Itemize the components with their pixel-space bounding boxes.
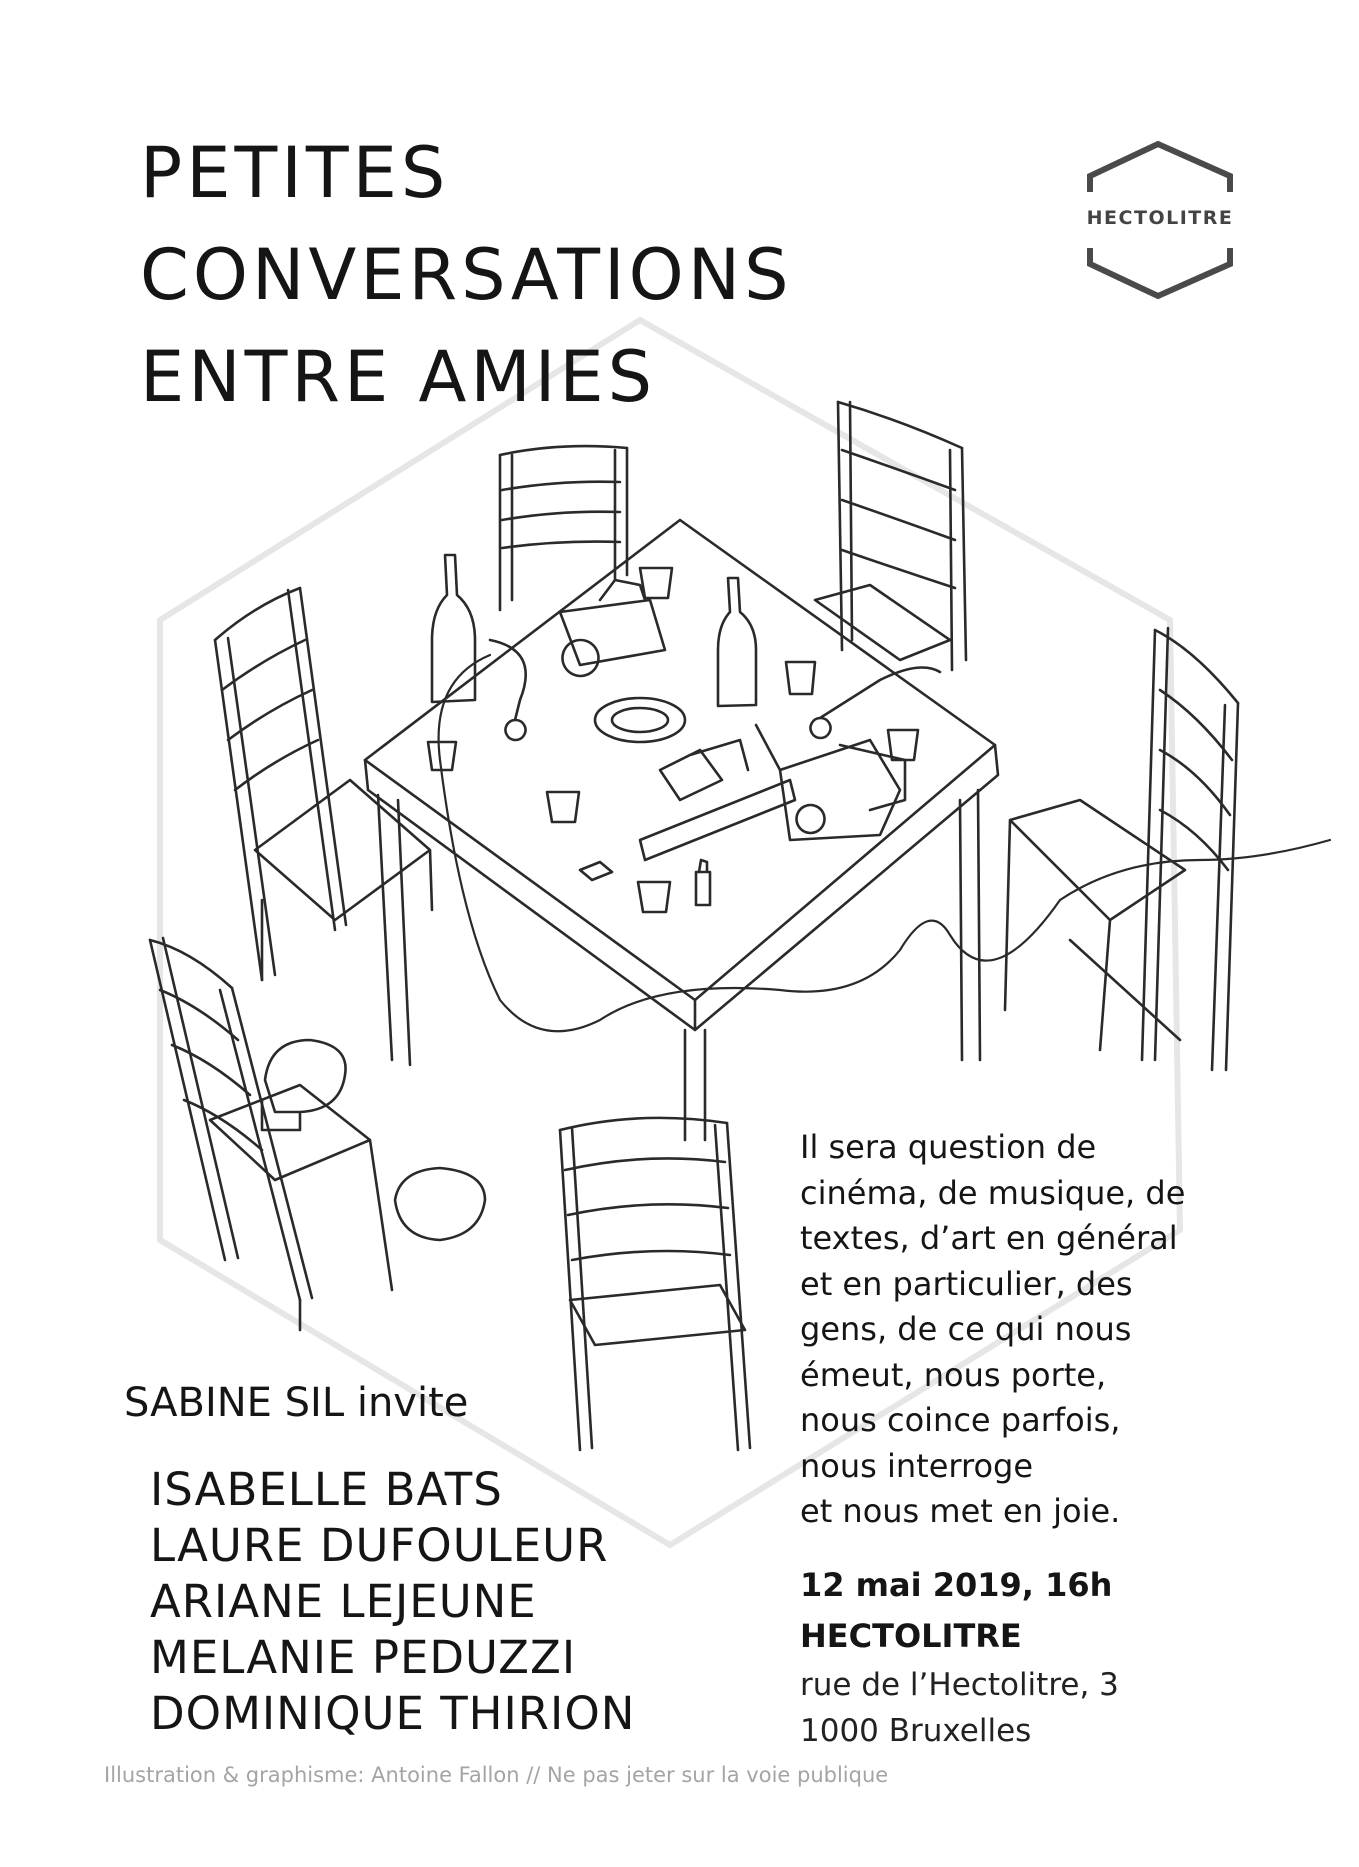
chair-right [1005,628,1238,1070]
description-line: gens, de ce qui nous [800,1310,1132,1348]
guest-list [150,1462,635,1742]
logo-text: HECTOLITRE [1086,207,1234,229]
guest-name: ARIANE LEJEUNE [150,1575,537,1628]
cables [439,655,1330,1031]
event-info [800,1560,1112,1662]
description-line: nous coince parfois, [800,1401,1121,1439]
chair-back [500,446,627,610]
bottles [432,555,756,706]
event-date: 12 mai 2019, 16h [800,1566,1113,1604]
address-street: rue de l’Hectolitre, 3 [800,1667,1119,1703]
description-line: textes, d’art en général [800,1219,1178,1257]
papers [660,740,748,800]
event-venue: HECTOLITRE [800,1617,1022,1655]
chair-back-right [815,402,966,670]
lipstick [696,860,710,905]
title-line-2: CONVERSATIONS [140,234,793,316]
description-line: cinéma, de musique, de [800,1173,1186,1212]
guest-name: DOMINIQUE THIRION [150,1687,636,1740]
microphones [490,640,940,740]
ashtray [595,698,685,742]
description-line: nous interroge [800,1446,1034,1485]
event-description [800,1125,1240,1535]
boxing-gloves [262,1040,485,1240]
host-line: SABINE SIL invite [124,1380,469,1426]
guest-name: ISABELLE BATS [150,1463,503,1516]
guest-name: MELANIE PEDUZZI [150,1631,577,1684]
guest-name: LAURE DUFOULEUR [150,1519,609,1572]
address-city: 1000 Bruxelles [800,1713,1032,1749]
title-line-3: ENTRE AMIES [140,336,657,418]
description-line: et en particulier, des [800,1264,1133,1303]
chair-front-left [150,938,392,1330]
description-line: émeut, nous porte, [800,1355,1107,1394]
description-line: Il sera question de [800,1128,1097,1166]
camera [560,580,665,676]
venue-address [800,1662,1119,1754]
credits-line: Illustration & graphisme: Antoine Fallon // Ne pas jeter sur la voie publique [104,1763,889,1787]
description-line: et nous met en joie. [800,1492,1121,1530]
chainsaw [640,725,905,860]
title-line-1: PETITES [140,132,450,214]
chair-front [560,1118,750,1450]
table [365,520,998,1140]
matchbox [580,862,612,880]
